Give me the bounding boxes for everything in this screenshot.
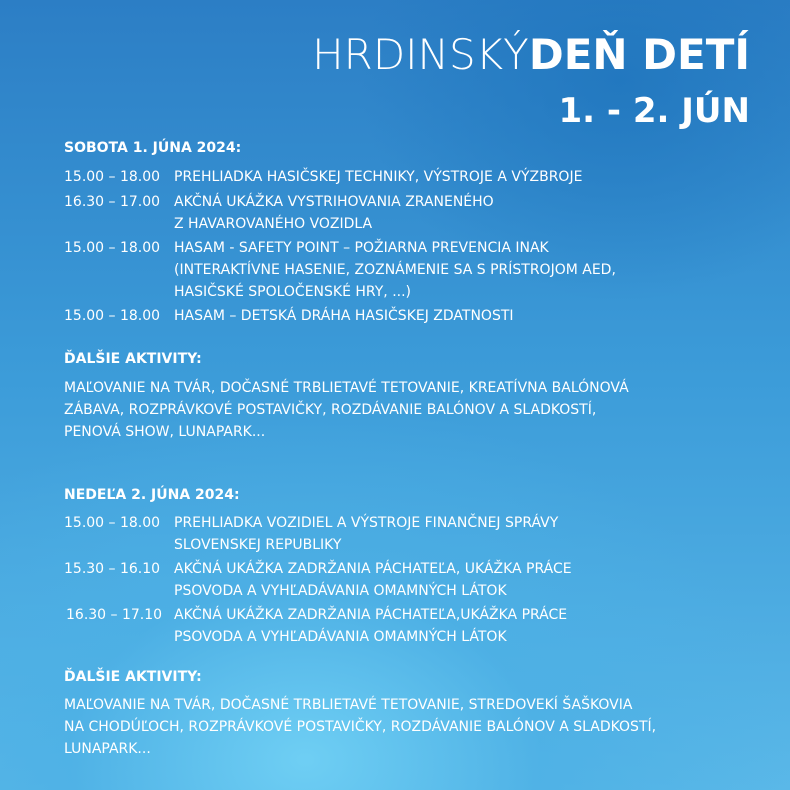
sunday-title: NEDEĽA 2. JÚNA 2024: — [64, 487, 240, 503]
event-description-line: Z HAVAROVANÉHO VOZIDLA — [174, 216, 373, 232]
activities-line: LUNAPARK... — [64, 741, 151, 757]
sunday-event — [64, 604, 754, 648]
event-description-line: HASAM - SAFETY POINT – POŽIARNA PREVENCIA INAK — [174, 240, 549, 256]
event-description — [174, 558, 744, 602]
event-description-line: AKČNÁ UKÁŽKA ZADRŽANIA PÁCHATEĽA, UKÁŽKA PRÁCE — [174, 561, 572, 577]
saturday-event — [64, 191, 754, 235]
event-description-line: SLOVENSKEJ REPUBLIKY — [174, 537, 342, 553]
event-description — [174, 512, 744, 556]
event-description-line: AKČNÁ UKÁŽKA VYSTRIHOVANIA ZRANENÉHO — [174, 194, 494, 210]
saturday-activities-text — [64, 377, 754, 443]
poster-title — [250, 30, 750, 79]
event-description-line: PSOVODA A VYHĽADÁVANIA OMAMNÝCH LÁTOK — [174, 629, 507, 645]
event-description-line: HASAM – DETSKÁ DRÁHA HASIČSKEJ ZDATNOSTI — [174, 308, 514, 324]
event-time: 15.00 – 18.00 — [64, 240, 161, 256]
sunday-event — [64, 512, 754, 556]
activities-line: ZÁBAVA, ROZPRÁVKOVÉ POSTAVIČKY, ROZDÁVANIE BALÓNOV A SLADKOSTÍ, — [64, 402, 597, 418]
event-description-line: AKČNÁ UKÁŽKA ZADRŽANIA PÁCHATEĽA,UKÁŽKA PRÁCE — [174, 607, 568, 623]
saturday-title: SOBOTA 1. JÚNA 2024: — [64, 140, 242, 156]
saturday-event — [64, 166, 754, 188]
event-time: 15.00 – 18.00 — [64, 308, 161, 324]
event-description-line: PSOVODA A VYHĽADÁVANIA OMAMNÝCH LÁTOK — [174, 583, 507, 599]
event-time: 15.00 – 18.00 — [64, 515, 161, 531]
activities-line: MAĽOVANIE NA TVÁR, DOČASNÉ TRBLIETAVÉ TETOVANIE, KREATÍVNA BALÓNOVÁ — [64, 380, 629, 396]
poster-title-bold: DEŇ DETÍ — [528, 30, 750, 79]
saturday-event — [64, 305, 754, 327]
event-time: 15.00 – 18.00 — [64, 169, 161, 185]
event-description-line: PREHLIADKA HASIČSKEJ TECHNIKY, VÝSTROJE A VÝZBROJE — [174, 169, 583, 185]
event-description — [174, 166, 744, 188]
activities-line: NA CHODÚĽOCH, ROZPRÁVKOVÉ POSTAVIČKY, ROZDÁVANIE BALÓNOV A SLADKOSTÍ, — [64, 719, 657, 735]
sunday-activities-title: ĎALŠIE AKTIVITY: — [64, 669, 202, 685]
event-description-line: PREHLIADKA VOZIDIEL A VÝSTROJE FINANČNEJ SPRÁVY — [174, 515, 559, 531]
saturday-event — [64, 237, 754, 303]
event-description — [174, 604, 744, 648]
event-description-line: (INTERAKTÍVNE HASENIE, ZOZNÁMENIE SA S PRÍSTROJOM AED, — [174, 262, 616, 278]
saturday-activities-title: ĎALŠIE AKTIVITY: — [64, 351, 202, 367]
poster-title-light: HRDINSKÝ — [312, 30, 529, 79]
event-description — [174, 305, 744, 327]
event-description — [174, 191, 744, 235]
event-time: 16.30 – 17.10 — [66, 607, 163, 623]
sunday-event — [64, 558, 754, 602]
event-time: 16.30 – 17.00 — [64, 194, 161, 210]
event-time: 15.30 – 16.10 — [64, 561, 161, 577]
date-range: 1. - 2. JÚN — [558, 91, 750, 131]
event-description — [174, 237, 744, 303]
activities-line: MAĽOVANIE NA TVÁR, DOČASNÉ TRBLIETAVÉ TETOVANIE, STREDOVEKÍ ŠAŠKOVIA — [64, 697, 633, 713]
event-description-line: HASIČSKÉ SPOLOČENSKÉ HRY, ...) — [174, 284, 412, 300]
sunday-activities-text — [64, 694, 754, 760]
activities-line: PENOVÁ SHOW, LUNAPARK... — [64, 424, 266, 440]
